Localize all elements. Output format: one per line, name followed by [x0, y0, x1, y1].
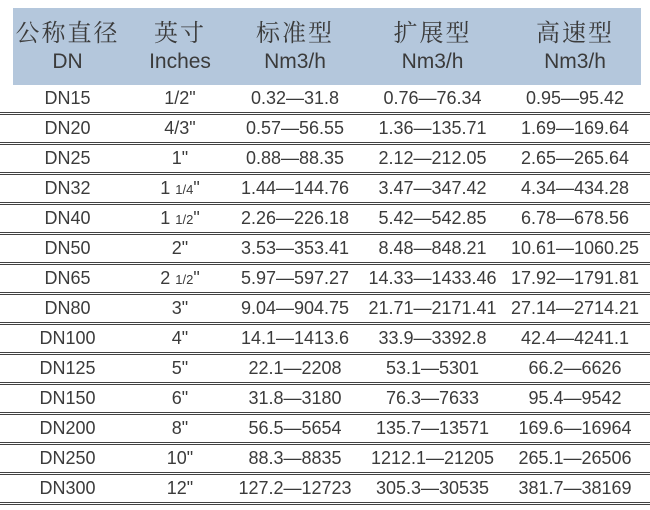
- cell-inches: 2": [135, 234, 225, 264]
- cell-standard-range: 22.1—2208: [225, 354, 365, 384]
- cell-high-speed-range: 27.14—2714.21: [500, 294, 650, 324]
- cell-dn: DN80: [0, 294, 135, 324]
- flow-rate-spec-table: [0, 8, 650, 505]
- cell-standard-range: 3.53—353.41: [225, 234, 365, 264]
- cell-standard-range: 0.32—31.8: [225, 85, 365, 114]
- cell-inches: 1 1/4": [135, 174, 225, 204]
- cell-inches: 4/3": [135, 114, 225, 144]
- table-body: [0, 85, 650, 504]
- table-row: [0, 204, 650, 234]
- cell-extended-range: 14.33—1433.46: [365, 264, 500, 294]
- table-row: [0, 294, 650, 324]
- cell-dn: DN50: [0, 234, 135, 264]
- cell-standard-range: 0.57—56.55: [225, 114, 365, 144]
- cell-dn: DN65: [0, 264, 135, 294]
- header-nominal-diameter-title: 公称直径: [15, 19, 120, 47]
- cell-high-speed-range: 2.65—265.64: [500, 144, 650, 174]
- header-extended-type-subtitle: Nm3/h: [401, 49, 464, 73]
- cell-dn: DN40: [0, 204, 135, 234]
- cell-high-speed-range: 0.95—95.42: [500, 85, 650, 114]
- cell-dn: DN200: [0, 414, 135, 444]
- cell-high-speed-range: 4.34—434.28: [500, 174, 650, 204]
- cell-dn: DN150: [0, 384, 135, 414]
- cell-standard-range: 2.26—226.18: [225, 204, 365, 234]
- header-inches-subtitle: Inches: [149, 49, 211, 73]
- table-row: [0, 444, 650, 474]
- cell-dn: DN15: [0, 85, 135, 114]
- cell-high-speed-range: 17.92—1791.81: [500, 264, 650, 294]
- table-row: [0, 234, 650, 264]
- cell-dn: DN25: [0, 144, 135, 174]
- header-inches-title: 英寸: [154, 19, 206, 47]
- table-row: [0, 324, 650, 354]
- table-row: [0, 144, 650, 174]
- cell-standard-range: 56.5—5654: [225, 414, 365, 444]
- cell-inches: 4": [135, 324, 225, 354]
- cell-dn: DN100: [0, 324, 135, 354]
- cell-standard-range: 0.88—88.35: [225, 144, 365, 174]
- cell-inches: 5": [135, 354, 225, 384]
- cell-inches: 1": [135, 144, 225, 174]
- header-extended-type: [365, 8, 500, 85]
- cell-standard-range: 5.97—597.27: [225, 264, 365, 294]
- header-high-speed-type-title: 高速型: [536, 19, 614, 47]
- table-row: [0, 414, 650, 444]
- cell-standard-range: 31.8—3180: [225, 384, 365, 414]
- cell-dn: DN20: [0, 114, 135, 144]
- cell-standard-range: 14.1—1413.6: [225, 324, 365, 354]
- header-nominal-diameter: [0, 8, 135, 85]
- header-standard-type-subtitle: Nm3/h: [264, 49, 326, 73]
- cell-inches: 2 1/2": [135, 264, 225, 294]
- cell-high-speed-range: 66.2—6626: [500, 354, 650, 384]
- cell-extended-range: 53.1—5301: [365, 354, 500, 384]
- header-row: [0, 8, 650, 85]
- cell-extended-range: 5.42—542.85: [365, 204, 500, 234]
- cell-high-speed-range: 95.4—9542: [500, 384, 650, 414]
- header-standard-type: [225, 8, 365, 85]
- cell-dn: DN125: [0, 354, 135, 384]
- cell-inches: 1 1/2": [135, 204, 225, 234]
- cell-extended-range: 8.48—848.21: [365, 234, 500, 264]
- cell-inches: 3": [135, 294, 225, 324]
- header-high-speed-type-subtitle: Nm3/h: [544, 49, 606, 73]
- cell-extended-range: 3.47—347.42: [365, 174, 500, 204]
- cell-high-speed-range: 42.4—4241.1: [500, 324, 650, 354]
- cell-extended-range: 1.36—135.71: [365, 114, 500, 144]
- cell-inches: 12": [135, 474, 225, 504]
- cell-inches: 6": [135, 384, 225, 414]
- table-row: [0, 264, 650, 294]
- cell-extended-range: 0.76—76.34: [365, 85, 500, 114]
- table-row: [0, 114, 650, 144]
- cell-standard-range: 88.3—8835: [225, 444, 365, 474]
- cell-high-speed-range: 6.78—678.56: [500, 204, 650, 234]
- cell-dn: DN300: [0, 474, 135, 504]
- header-inches: [135, 8, 225, 85]
- cell-high-speed-range: 265.1—26506: [500, 444, 650, 474]
- cell-high-speed-range: 1.69—169.64: [500, 114, 650, 144]
- cell-extended-range: 76.3—7633: [365, 384, 500, 414]
- cell-inches: 1/2": [135, 85, 225, 114]
- cell-extended-range: 21.71—2171.41: [365, 294, 500, 324]
- table-row: [0, 474, 650, 504]
- cell-extended-range: 33.9—3392.8: [365, 324, 500, 354]
- cell-high-speed-range: 10.61—1060.25: [500, 234, 650, 264]
- cell-inches: 10": [135, 444, 225, 474]
- header-nominal-diameter-subtitle: DN: [52, 49, 83, 73]
- table-row: [0, 384, 650, 414]
- cell-high-speed-range: 381.7—38169: [500, 474, 650, 504]
- header-standard-type-title: 标准型: [256, 19, 334, 47]
- header-extended-type-title: 扩展型: [393, 19, 472, 47]
- cell-standard-range: 127.2—12723: [225, 474, 365, 504]
- cell-extended-range: 1212.1—21205: [365, 444, 500, 474]
- cell-dn: DN250: [0, 444, 135, 474]
- table-row: [0, 85, 650, 114]
- table-header: [0, 8, 650, 85]
- cell-standard-range: 9.04—904.75: [225, 294, 365, 324]
- table-row: [0, 174, 650, 204]
- cell-high-speed-range: 169.6—16964: [500, 414, 650, 444]
- table-row: [0, 354, 650, 384]
- header-high-speed-type: [500, 8, 650, 85]
- cell-extended-range: 305.3—30535: [365, 474, 500, 504]
- cell-extended-range: 2.12—212.05: [365, 144, 500, 174]
- cell-inches: 8": [135, 414, 225, 444]
- cell-extended-range: 135.7—13571: [365, 414, 500, 444]
- cell-standard-range: 1.44—144.76: [225, 174, 365, 204]
- cell-dn: DN32: [0, 174, 135, 204]
